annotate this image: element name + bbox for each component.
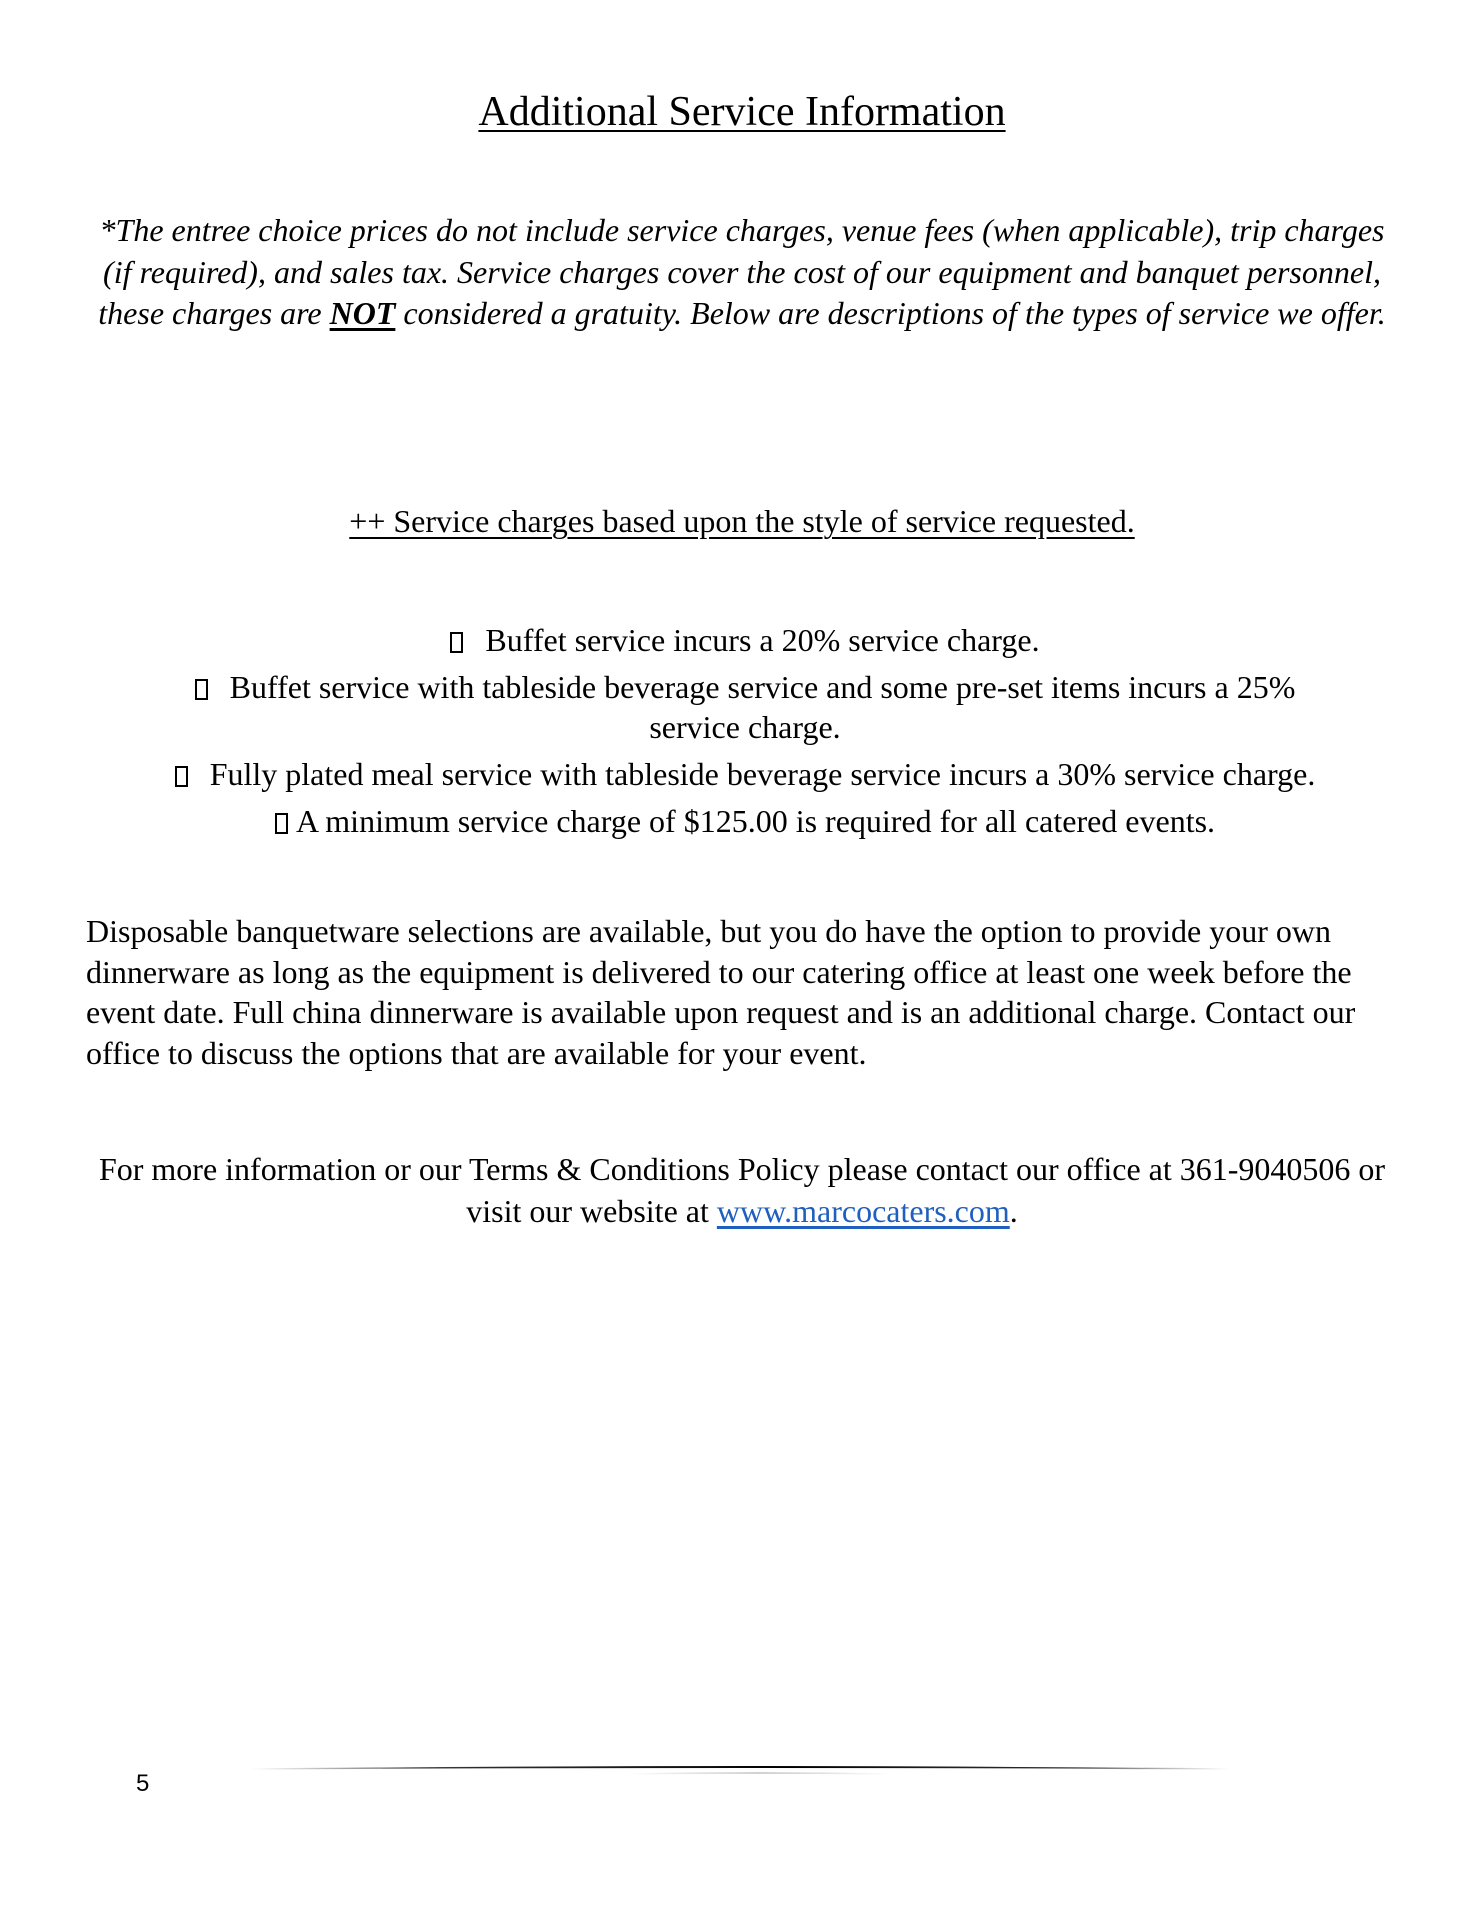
list-item-text: Buffet service with tableside beverage service and some pre-set items incurs a 25% service charge. (229, 669, 1296, 745)
disposable-banquetware-paragraph: Disposable banquetware selections are available, but you do have the option to provide your own dinnerware as long as the equipment is delivered to our catering office at least one week before the event date. Full china dinnerware is available upon request and is an additional charge. Contact our office to discuss the options that are available for your event. (86, 913, 1356, 1071)
contact-text: For more information or our Terms & Conditions Policy please contact our office at 361-9040506 or visit our website at (98, 1151, 1386, 1229)
service-charge-list (150, 620, 1340, 848)
service-charges-heading: ++ Service charges based upon the style of service requested. (349, 503, 1135, 539)
checkbox-bullet-icon (450, 632, 463, 653)
list-item-text: A minimum service charge of $125.00 is required for all catered events. (295, 803, 1216, 839)
intro-paragraph (86, 210, 1398, 335)
contact-paragraph (96, 1148, 1388, 1232)
checkbox-bullet-icon (175, 766, 188, 787)
intro-emphasis: NOT (329, 295, 396, 331)
footer-swoosh-divider (250, 1755, 1230, 1785)
page-number: 5 (136, 1770, 150, 1797)
intro-text-end: considered a gratuity. Below are descriptions of the types of service we offer. (395, 295, 1386, 331)
contact-text-end: . (1009, 1193, 1018, 1229)
list-item-text: Buffet service incurs a 20% service charge. (485, 622, 1040, 658)
website-link[interactable]: www.marcocaters.com (716, 1193, 1010, 1229)
checkbox-bullet-icon (275, 813, 288, 834)
page-title: Additional Service Information (478, 89, 1006, 135)
intro-text-start: *The entree choice prices do not include service charges, venue fees (when applicable), trip charges (if required), and sales tax. Service charges cover the cost of our equipment and banquet personnel, these charges are (98, 212, 1385, 331)
list-item-text: Fully plated meal service with tableside beverage service incurs a 30% service charge. (209, 756, 1316, 792)
list-item (150, 801, 1340, 841)
list-item (150, 754, 1340, 794)
list-item (150, 667, 1340, 747)
checkbox-bullet-icon (195, 679, 208, 700)
list-item (150, 620, 1340, 660)
